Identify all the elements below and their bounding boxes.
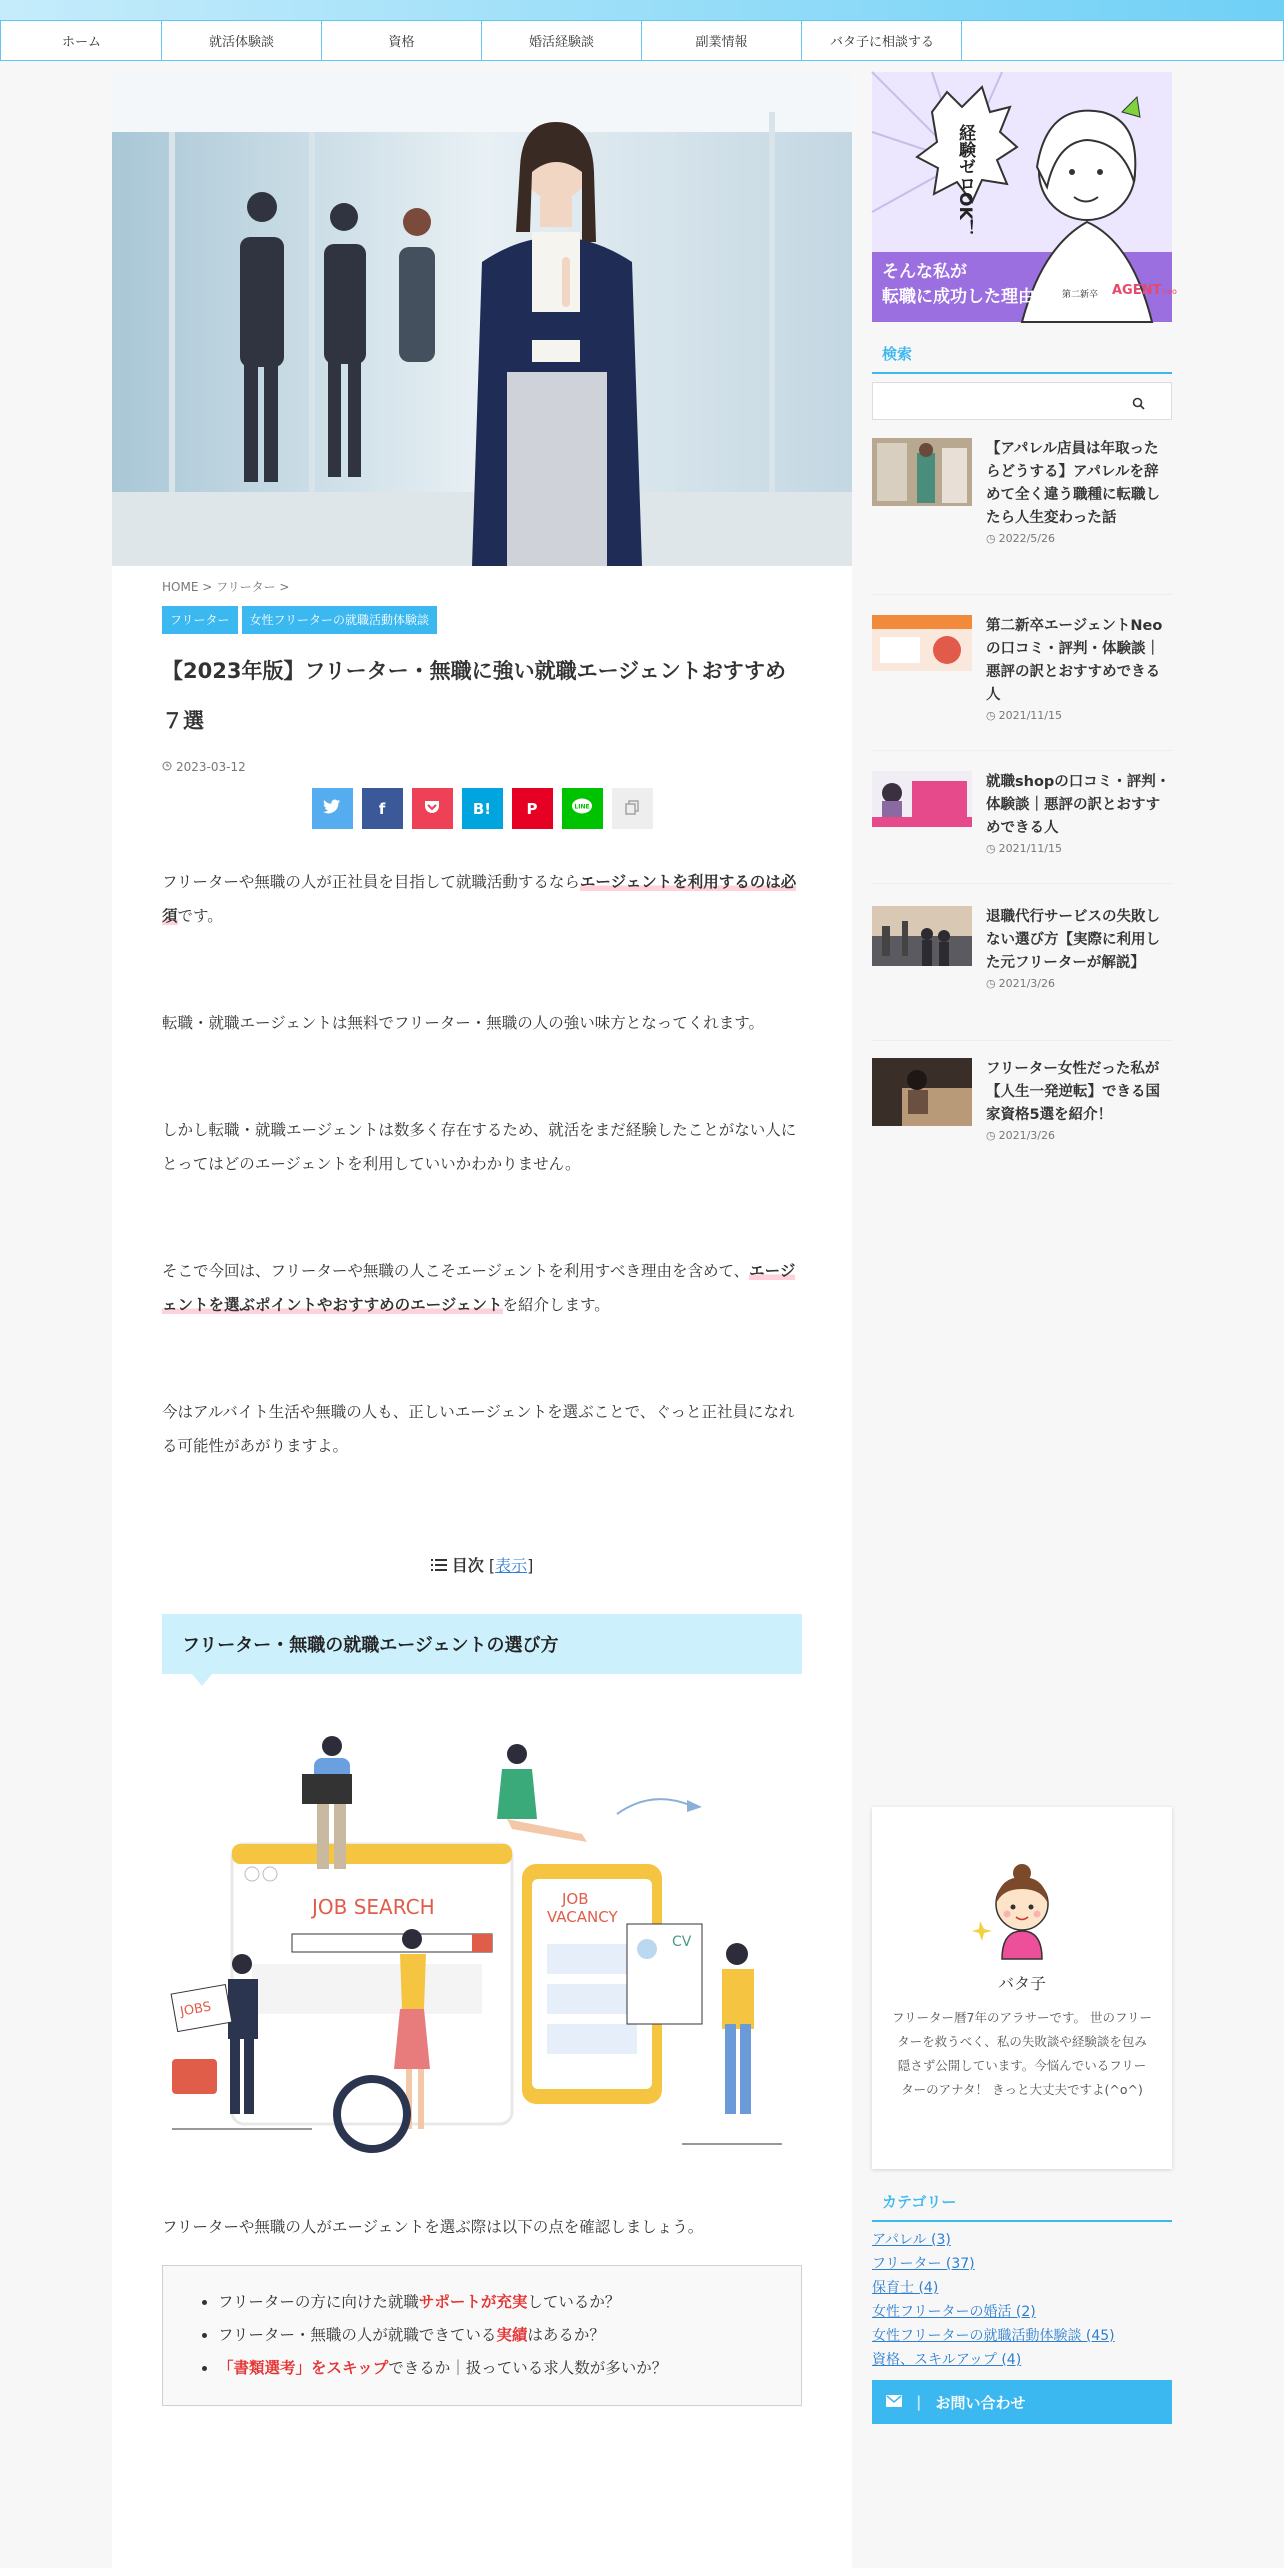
pocket-icon [423,799,441,819]
banner-brand-small: 第二新卒 [1062,290,1099,300]
agent-neo-banner[interactable] [872,72,1177,322]
intro-paragraph-2: 転職・就職エージェントは無料でフリーター・無職の人の強い味方となってくれます。 [162,1014,765,1032]
category-item [872,2252,1172,2276]
category-link[interactable]: 資格、スキルアップ (4) [872,2352,1022,2368]
clock-icon: ◷ [986,977,996,990]
toc-toggle-link[interactable]: 表示 [495,1556,528,1575]
nav-item-side-job[interactable]: 副業情報 [642,21,802,60]
category-item [872,2228,1172,2252]
post-entry-body [986,906,1172,1040]
clock-icon [162,760,172,774]
category-item [872,2276,1172,2300]
pocket-share-button[interactable] [412,788,453,829]
contact-button[interactable] [872,2380,1172,2424]
facebook-share-button[interactable] [362,788,403,829]
post-entry-date [986,709,1172,722]
category-widget [872,2182,1172,2372]
checklist-emphasis: 実績 [496,2326,528,2344]
checklist-text: フリーターの方に向けた就職 [218,2293,419,2311]
profile-name: バタ子 [997,1974,1046,1993]
checklist-emphasis: サポートが充実 [418,2293,528,2311]
clock-icon: ◷ [986,532,996,545]
post-thumbnail[interactable] [872,438,972,506]
facebook-icon: f [378,799,386,818]
banner-brand-sup: neo [1162,287,1177,296]
twitter-icon [323,799,341,819]
post-categories [162,606,802,634]
banner-line-2: 転職に成功した理由… [882,287,1052,307]
nav-item-job-hunting[interactable]: 就活体験談 [162,21,322,60]
post-entry-date [986,532,1172,545]
table-of-contents: 目次 [表示] [162,1553,802,1581]
paragraph-select-points: フリーターや無職の人がエージェントを選ぶ際は以下の点を確認しましょう。 [162,2218,704,2236]
category-item [872,2324,1172,2348]
checklist-text: フリーター・無職の人が就職できている [218,2326,497,2344]
post-entry[interactable] [872,1041,1172,1142]
clock-icon: ◷ [986,1129,996,1142]
category-list [872,2228,1172,2372]
share-buttons [162,788,802,829]
post-entry-body [986,615,1172,750]
illus-cv-text: CV [672,1934,692,1950]
post-entry-body [986,438,1172,594]
post-thumbnail[interactable] [872,615,972,671]
post-entry-date [986,977,1172,990]
contact-label: お問い合わせ [935,2393,1026,2412]
copy-link-button[interactable] [612,788,653,829]
article-content [162,578,802,2406]
clock-icon: ◷ [986,709,996,722]
nav-item-home[interactable]: ホーム [2,21,162,60]
intro-paragraph-1 [162,865,802,933]
recent-posts [872,438,1172,1142]
intro-paragraph-4 [162,1254,802,1322]
category-link[interactable]: アパレル (3) [872,2232,951,2248]
checklist-emphasis: 「書類選考」をスキップ [218,2359,389,2377]
post-entry-body [986,1058,1172,1142]
hatena-share-button[interactable] [462,788,503,829]
checklist-box [162,2265,802,2406]
category-widget-title: カテゴリー [872,2182,1172,2222]
post-entry-title[interactable]: 第二新卒エージェントNeoの口コミ・評判・体験談｜悪評の訳とおすすめできる人 [986,618,1163,703]
category-item [872,2348,1172,2372]
intro-text-end: です。 [177,907,223,925]
sidebar [872,72,1177,2412]
global-nav [0,20,1284,61]
banner-brand: AGENT [1112,283,1162,298]
category-link[interactable]: 女性フリーターの就職活動体験談 (45) [872,2328,1115,2344]
clock-icon: ◷ [986,842,996,855]
post-date [162,758,802,776]
post-thumbnail[interactable] [872,1058,972,1126]
hero-image [112,72,852,566]
post-entry-date [986,1129,1172,1142]
mail-icon [886,2393,902,2411]
checklist-item-3 [218,2352,777,2385]
illus-vacancy-text: VACANCY [547,1908,618,1926]
illus-jobs-text: JOBS [179,1999,213,2020]
intro-text: フリーターや無職の人が正社員を目指して就職活動するなら [162,873,580,891]
post-date-text: 2021/3/26 [998,1129,1056,1142]
intro-text-end: を紹介します。 [502,1296,610,1314]
page-title: 【2023年版】フリーター・無職に強い就職エージェントおすすめ７選 [162,659,786,733]
post-date-text: 2022/5/26 [998,532,1056,545]
post-date-text: 2023-03-12 [176,760,246,774]
search-icon[interactable] [1132,395,1145,414]
profile-text: フリーター暦7年のアラサーです。 世のフリーターを救うべく、私の失敗談や経験談を包み隠さず公開しています。今悩んでいるフリーターのアナタ！ きっと大丈夫ですよ(^o^) [892,2010,1152,2097]
illus-job-text: JOB [562,1890,589,1908]
checklist-text-end: しているか？ [527,2293,621,2311]
post-entry[interactable] [872,438,1172,595]
checklist-text: できるか｜扱っている求人数が多いか？ [388,2359,668,2377]
post-entry-body [986,771,1172,883]
nav-item-qualifications[interactable]: 資格 [322,21,482,60]
contact-divider: | [916,2393,922,2411]
pinterest-share-button[interactable] [512,788,553,829]
highlight-text: エージェントを選ぶポイントやおすすめのエージェント [162,1262,796,1314]
post-entry-title[interactable]: 【アパレル店員は年取ったらどうする】アパレルを辞めて全く違う職種に転職したら人生変わった話 [986,441,1160,526]
checklist-item-2 [218,2319,777,2352]
category-link[interactable]: 保育士 (4) [872,2280,939,2296]
post-entry-title[interactable]: 就職shopの口コミ・評判・体験談｜悪評の訳とおすすめできる人 [986,774,1171,836]
breadcrumb[interactable]: HOME > フリーター > [162,580,290,594]
category-tag-freeter[interactable]: フリーター [162,606,238,634]
list-icon [431,1556,447,1575]
post-thumbnail[interactable] [872,771,972,827]
svg-text:LINE: LINE [574,803,590,811]
post-date-text: 2021/11/15 [998,842,1063,855]
avatar [872,1859,1172,1963]
search-widget-title: 検索 [872,334,1172,374]
profile-card [872,1807,1172,2169]
pinterest-icon: P [526,799,538,818]
intro-paragraph-5: 今はアルバイト生活や無職の人も、正しいエージェントを選ぶことで、ぐっと正社員になれる可能性があがりますよ。 [162,1403,795,1455]
category-tag-women-job[interactable]: 女性フリーターの就職活動体験談 [242,606,438,634]
category-link[interactable]: 女性フリーターの婚活 (2) [872,2304,1036,2320]
section-heading: フリーター・無職の就職エージェントの選び方 [162,1614,802,1674]
post-thumbnail[interactable] [872,906,972,966]
post-entry[interactable] [872,884,1172,1041]
post-entry-date [986,842,1172,855]
banner-bubble-text: 経験ゼロOK！ [955,124,975,237]
post-entry[interactable] [872,595,1172,751]
post-entry-title[interactable]: 退職代行サービスの失敗しない選び方【実際に利用した元フリーターが解説】 [986,909,1160,971]
top-accent-bar [0,0,1284,20]
banner-line-1: そんな私が [882,262,967,282]
highlight-text: エージェントを利用するのは必須 [162,873,797,925]
search-input[interactable] [872,382,1172,420]
toc-label: 目次 [451,1556,484,1575]
twitter-share-button[interactable] [312,788,353,829]
nav-item-marriage[interactable]: 婚活経験談 [482,21,642,60]
intro-text: そこで今回は、フリーターや無職の人こそエージェントを利用すべき理由を含めて、 [162,1262,750,1280]
nav-item-consult[interactable]: バタ子に相談する [802,21,962,60]
line-share-button[interactable] [562,788,603,829]
illus-job-search-text: JOB SEARCH [312,1895,435,1919]
copy-icon [624,799,640,819]
post-date-text: 2021/11/15 [998,709,1063,722]
article-main [112,72,852,2568]
hatena-icon: B! [472,799,492,818]
checklist-text-end: はあるか？ [527,2326,605,2344]
checklist-item-1 [218,2286,777,2319]
post-entry[interactable] [872,751,1172,884]
category-item [872,2300,1172,2324]
category-link[interactable]: フリーター (37) [872,2256,975,2272]
line-icon [571,798,593,819]
post-date-text: 2021/3/26 [998,977,1056,990]
post-entry-title[interactable]: フリーター女性だった私が【人生一発逆転】できる国家資格5選を紹介！ [986,1061,1160,1123]
job-search-illustration [162,1724,802,2174]
intro-paragraph-3: しかし転職・就職エージェントは数多く存在するため、就活をまだ経験したことがない人にとってはどのエージェントを利用していいかわかりません。 [162,1121,797,1173]
